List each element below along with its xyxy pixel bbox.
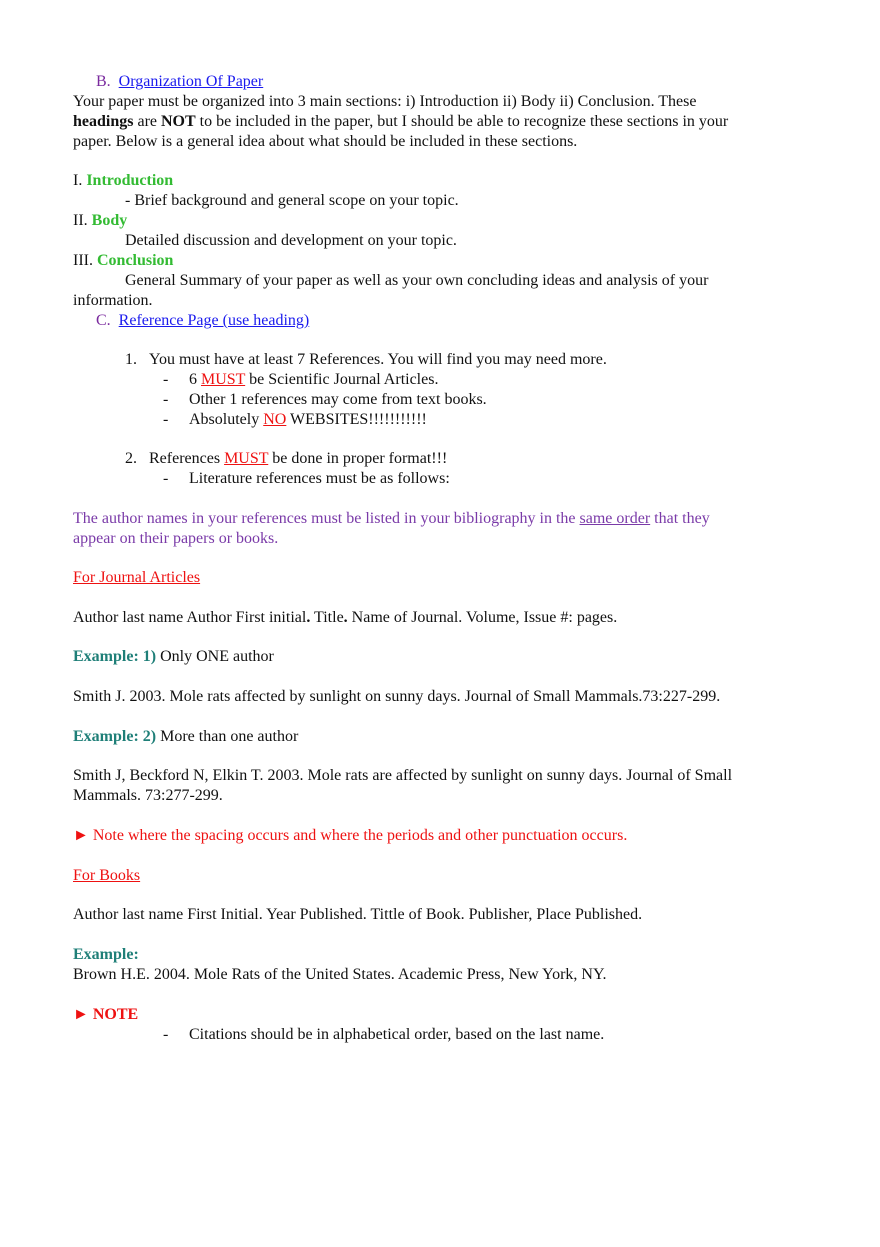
author-note-1: The author names in your references must be listed in your bibliography in the same order that they xyxy=(73,510,710,527)
section-b-title: Organization Of Paper xyxy=(118,73,264,90)
conclusion-desc-2: information. xyxy=(73,292,153,309)
intro-line-2: headings are NOT to be included in the paper, but I should be able to recognize these sections in your xyxy=(73,113,729,130)
body-desc: Detailed discussion and development on your topic. xyxy=(125,232,457,249)
section-c-heading: C. Reference Page (use heading) xyxy=(96,312,310,329)
list-item-2: 2. References MUST be done in proper format!!! xyxy=(125,450,448,467)
books-example-label: Example: xyxy=(73,946,139,963)
example-2-label: Example: 2) More than one author xyxy=(73,728,299,745)
example-1-label: Example: 1) Only ONE author xyxy=(73,648,274,665)
bullet: - 6 MUST be Scientific Journal Articles. xyxy=(163,371,439,388)
journal-format: Author last name Author First initial. Title. Name of Journal. Volume, Issue #: pages. xyxy=(73,609,618,626)
books-heading: For Books xyxy=(73,867,141,884)
journal-heading: For Journal Articles xyxy=(73,569,201,586)
punctuation-note: ► Note where the spacing occurs and where the periods and other punctuation occurs. xyxy=(73,827,628,844)
bullet: - Other 1 references may come from text books. xyxy=(163,391,487,408)
author-note-2: appear on their papers or books. xyxy=(73,530,279,547)
books-format: Author last name First Initial. Year Published. Tittle of Book. Publisher, Place Published. xyxy=(73,906,643,923)
intro-line-1: Your paper must be organized into 3 main sections: i) Introduction ii) Body ii) Conclusion. These xyxy=(73,93,697,110)
list-item-1: 1. You must have at least 7 References. You will find you may need more. xyxy=(125,351,607,368)
books-example: Brown H.E. 2004. Mole Rats of the United States. Academic Press, New York, NY. xyxy=(73,966,607,983)
section-conclusion: III. Conclusion xyxy=(73,252,174,269)
example-2-line-2: Mammals. 73:277-299. xyxy=(73,787,223,804)
example-1: Smith J. 2003. Mole rats affected by sunlight on sunny days. Journal of Small Mammals.73:227-299. xyxy=(73,688,721,705)
introduction-desc: - Brief background and general scope on your topic. xyxy=(125,192,459,209)
example-2-line-1: Smith J, Beckford N, Elkin T. 2003. Mole rats are affected by sunlight on sunny days. Journal of Small xyxy=(73,767,733,784)
section-b-heading: B. Organization Of Paper xyxy=(96,73,264,90)
note-heading: ► NOTE xyxy=(73,1006,139,1023)
bullet: - Citations should be in alphabetical order, based on the last name. xyxy=(163,1026,605,1043)
bullet: - Literature references must be as follows: xyxy=(163,470,450,487)
conclusion-desc: General Summary of your paper as well as your own concluding ideas and analysis of your xyxy=(125,272,709,289)
intro-line-3: paper. Below is a general idea about what should be included in these sections. xyxy=(73,133,578,150)
section-body: II. Body xyxy=(73,212,128,229)
bullet: - Absolutely NO WEBSITES!!!!!!!!!!! xyxy=(163,411,427,428)
section-introduction: I. Introduction xyxy=(73,172,174,189)
